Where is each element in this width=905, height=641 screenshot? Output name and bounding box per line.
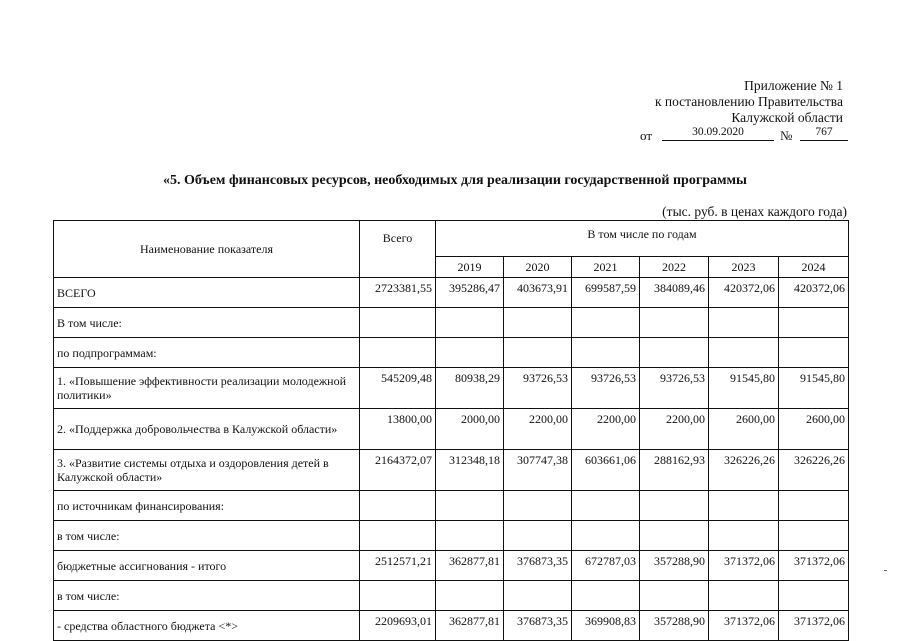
- row-indicator-name: - средства областного бюджета <*>: [54, 611, 360, 641]
- section-heading: «5. Объем финансовых ресурсов, необходимых для реализации государственной программы: [162, 173, 747, 188]
- table-row: [54, 551, 849, 581]
- row-year-value: 362877,81: [436, 551, 504, 581]
- row-total-value: 2512571,21: [360, 551, 436, 581]
- row-year-value: [779, 521, 849, 551]
- row-year-value: 93726,53: [640, 368, 709, 409]
- row-total-value: [360, 338, 436, 368]
- row-year-value: [640, 521, 709, 551]
- resolution-number: 767: [800, 124, 848, 141]
- row-year-value: 371372,06: [779, 551, 849, 581]
- row-year-value: [709, 491, 779, 521]
- row-year-value: 91545,80: [709, 368, 779, 409]
- row-year-value: 420372,06: [779, 278, 849, 308]
- row-total-value: [360, 491, 436, 521]
- row-year-value: [640, 491, 709, 521]
- row-year-value: [572, 491, 640, 521]
- row-indicator-name: по подпрограммам:: [54, 338, 360, 368]
- row-year-value: [572, 521, 640, 551]
- row-year-value: 672787,03: [572, 551, 640, 581]
- row-year-value: [504, 308, 572, 338]
- row-indicator-name: 1. «Повышение эффективности реализации молодежной политики»: [54, 368, 360, 409]
- row-year-value: 312348,18: [436, 450, 504, 491]
- row-year-value: [504, 581, 572, 611]
- row-year-value: [779, 491, 849, 521]
- row-year-value: [436, 338, 504, 368]
- row-year-value: [779, 338, 849, 368]
- from-label: от: [640, 128, 653, 143]
- row-year-value: 357288,90: [640, 551, 709, 581]
- row-year-value: 403673,91: [504, 278, 572, 308]
- row-year-value: [436, 521, 504, 551]
- number-label: №: [780, 128, 793, 143]
- row-year-value: [504, 338, 572, 368]
- table-row: [54, 308, 849, 338]
- row-total-value: 2723381,55: [360, 278, 436, 308]
- row-year-value: [436, 308, 504, 338]
- row-year-value: 307747,38: [504, 450, 572, 491]
- header-year: 2020: [504, 257, 572, 278]
- row-year-value: [640, 308, 709, 338]
- row-total-value: 2164372,07: [360, 450, 436, 491]
- row-year-value: 326226,26: [779, 450, 849, 491]
- table-row: [54, 581, 849, 611]
- resolution-date: 30.09.2020: [662, 124, 774, 141]
- header-year: 2024: [779, 257, 849, 278]
- row-year-value: [572, 308, 640, 338]
- row-year-value: [709, 308, 779, 338]
- row-year-value: [709, 521, 779, 551]
- row-year-value: 603661,06: [572, 450, 640, 491]
- row-year-value: 420372,06: [709, 278, 779, 308]
- row-year-value: [504, 491, 572, 521]
- row-total-value: [360, 521, 436, 551]
- row-year-value: [504, 521, 572, 551]
- row-total-value: [360, 581, 436, 611]
- row-year-value: 2200,00: [572, 409, 640, 450]
- row-indicator-name: в том числе:: [54, 521, 360, 551]
- row-indicator-name: ВСЕГО: [54, 278, 360, 308]
- header-total: Всего: [360, 221, 436, 278]
- header-year: 2023: [709, 257, 779, 278]
- appendix-region: Калужской области: [731, 110, 843, 125]
- row-year-value: 2200,00: [504, 409, 572, 450]
- row-year-value: [779, 308, 849, 338]
- row-year-value: 395286,47: [436, 278, 504, 308]
- row-indicator-name: В том числе:: [54, 308, 360, 338]
- row-year-value: 376873,35: [504, 611, 572, 641]
- header-year: 2021: [572, 257, 640, 278]
- row-year-value: 699587,59: [572, 278, 640, 308]
- row-year-value: 326226,26: [709, 450, 779, 491]
- row-year-value: 80938,29: [436, 368, 504, 409]
- row-year-value: [709, 338, 779, 368]
- table-row: [54, 368, 849, 409]
- table-body: [54, 278, 849, 641]
- header-year: 2019: [436, 257, 504, 278]
- table-row: [54, 278, 849, 308]
- row-indicator-name: в том числе:: [54, 581, 360, 611]
- row-indicator-name: по источникам финансирования:: [54, 491, 360, 521]
- row-year-value: 371372,06: [779, 611, 849, 641]
- row-year-value: 2600,00: [709, 409, 779, 450]
- row-year-value: 288162,93: [640, 450, 709, 491]
- row-year-value: [640, 581, 709, 611]
- table-row: [54, 409, 849, 450]
- header-indicator-name: Наименование показателя: [54, 221, 360, 278]
- units-note: (тыс. руб. в ценах каждого года): [662, 204, 847, 219]
- row-indicator-name: бюджетные ассигнования - итого: [54, 551, 360, 581]
- row-year-value: [640, 338, 709, 368]
- row-indicator-name: 3. «Развитие системы отдыха и оздоровления детей в Калужской области»: [54, 450, 360, 491]
- table-row: [54, 338, 849, 368]
- row-year-value: [436, 491, 504, 521]
- financial-resources-table: [53, 220, 849, 641]
- appendix-block: [603, 78, 843, 126]
- table-row: [54, 521, 849, 551]
- row-year-value: 91545,80: [779, 368, 849, 409]
- row-year-value: [779, 581, 849, 611]
- scan-mark: [884, 570, 887, 571]
- table-row: [54, 491, 849, 521]
- row-year-value: 384089,46: [640, 278, 709, 308]
- row-year-value: 371372,06: [709, 611, 779, 641]
- table-row: [54, 450, 849, 491]
- row-indicator-name: 2. «Поддержка добровольчества в Калужской области»: [54, 409, 360, 450]
- row-year-value: 376873,35: [504, 551, 572, 581]
- row-total-value: 2209693,01: [360, 611, 436, 641]
- row-year-value: 371372,06: [709, 551, 779, 581]
- row-year-value: 2000,00: [436, 409, 504, 450]
- row-year-value: 362877,81: [436, 611, 504, 641]
- row-total-value: 13800,00: [360, 409, 436, 450]
- header-by-years: В том числе по годам: [436, 221, 849, 257]
- row-year-value: [572, 338, 640, 368]
- header-year: 2022: [640, 257, 709, 278]
- row-total-value: [360, 308, 436, 338]
- row-year-value: 369908,83: [572, 611, 640, 641]
- table-row: [54, 611, 849, 641]
- row-total-value: 545209,48: [360, 368, 436, 409]
- row-year-value: 2600,00: [779, 409, 849, 450]
- row-year-value: 93726,53: [504, 368, 572, 409]
- row-year-value: [436, 581, 504, 611]
- row-year-value: 2200,00: [640, 409, 709, 450]
- appendix-title: Приложение № 1: [744, 78, 843, 93]
- appendix-resolution: к постановлению Правительства: [654, 94, 843, 109]
- resolution-date-number: [640, 124, 855, 142]
- row-year-value: [572, 581, 640, 611]
- row-year-value: [709, 581, 779, 611]
- row-year-value: 93726,53: [572, 368, 640, 409]
- row-year-value: 357288,90: [640, 611, 709, 641]
